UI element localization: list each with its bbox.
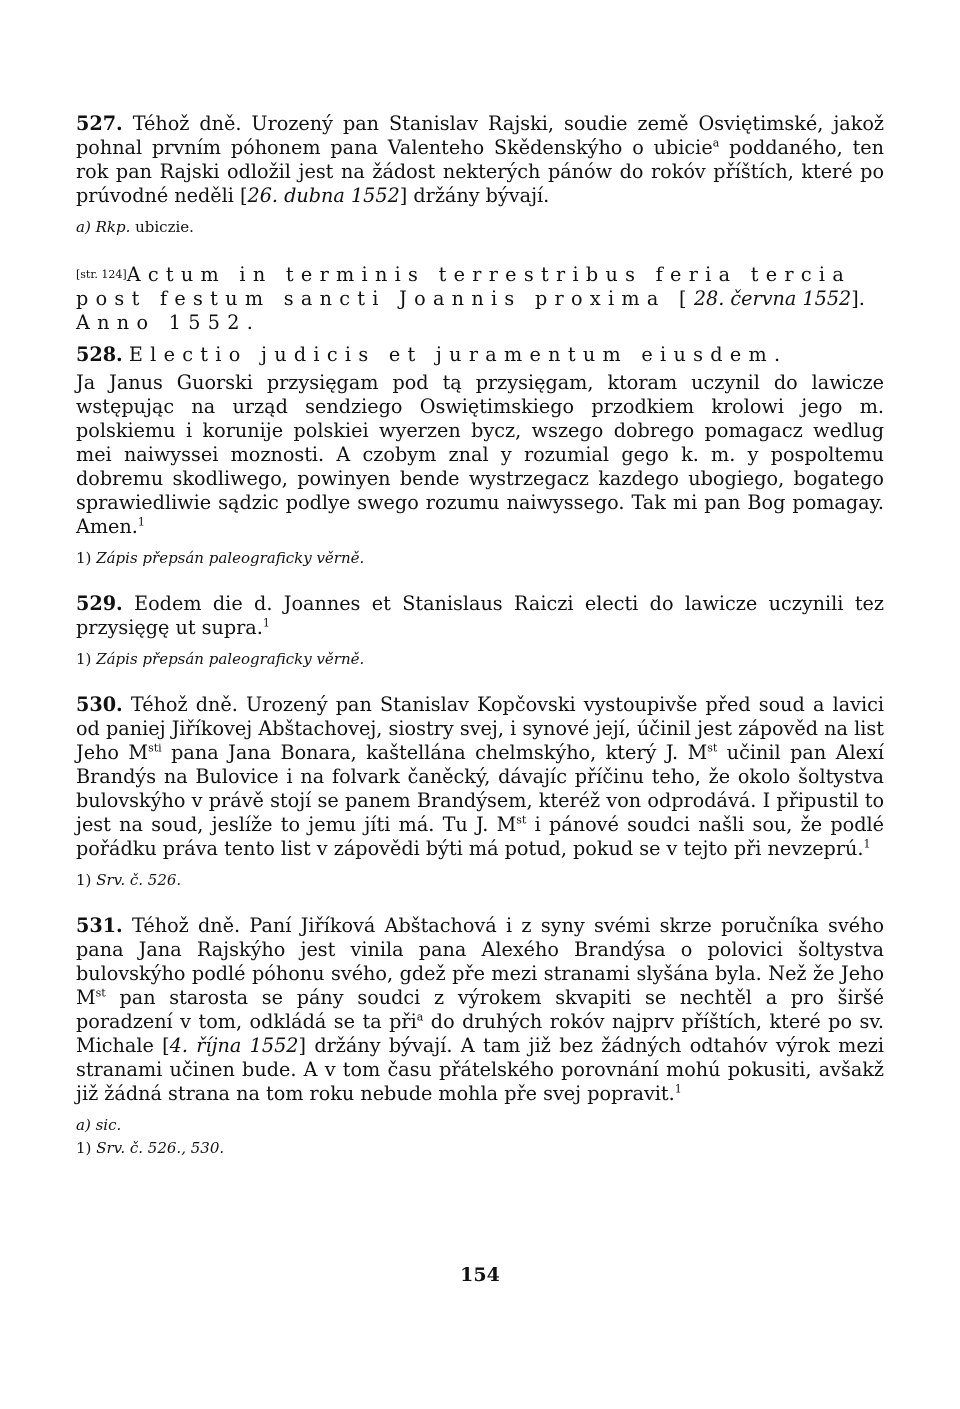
footnote-527: a) Rkp. ubiczie. — [76, 218, 194, 236]
footnote-531-1: 1) Srv. č. 526., 530. — [76, 1139, 225, 1157]
session-heading: [str. 124]Actum in terminis terrestribus feria tercia post festum sancti Joannis proxima [28. června 1552]. Anno 1552. — [76, 263, 865, 334]
entry-number: 528. — [76, 343, 123, 366]
footnote-528: 1) Zápis přepsán paleograficky věrně. — [76, 549, 365, 567]
entry-number: 531. — [76, 914, 123, 937]
entry-531: 531. Téhož dně. Paní Jiříková Abštachová i z syny svémi skrze poručníka svého pana Jana Rajskýho jest vinila pana Alexého Brandýsa o polovici šoltystva bulovskýho podlé póhonu svého, gdež pře mezi stranami slyšána byla. Než že Jeho Mst pan starosta se pány soudci z výrokem skvapiti se nechtěl a pro širšé poradzení v tom, odkládá se ta při$^a$ do druhých rokóv najprv příštích, které po sv. Michale [4. října 1552] držány bývají. A tam již bez žádných odtahóv výrok mezi stranami učinen bude. A v tom času přátelského porovnání mohú pokusiti, avšakž již žádná strana na tom roku nebude mohla pře svej popravit.$^1$ — [76, 914, 884, 1105]
entry-529: 529. Eodem die d. Joannes et Stanislaus Raiczi electi do lawicze uczynili tez przysięgę ut supra.$^1$ — [76, 592, 884, 639]
footnote-529: 1) Zápis přepsán paleograficky věrně. — [76, 650, 365, 668]
document-body — [76, 112, 884, 1158]
entry-number: 529. — [76, 592, 123, 615]
footnote-531-a: a) sic. — [76, 1116, 122, 1134]
entry-528: Ja Janus Guorski przysięgam pod tą przysięgam, ktoram uczynil do lawicze wstępując na urząd sendziego Oswiętimskiego przodkiem krolowi jego m. polskiemu i korunije polskiei wyerzen bycz, wszego dobrego pomagacz wedlug mei naiwyssei moznosti. A czobym znal y rozumial gego k. m. y pospoltemu dobremu skodliwego, powinyen bende wystrzegacz kazdego ubogiego, bogatego sprawiedliwie sądzic podlye swego rozumu naiwyssego. Tak mi pan Bog pomagay. Amen.$^1$ — [76, 371, 884, 538]
entry-number: 530. — [76, 693, 123, 716]
entry-527: 527. Téhož dně. Urozený pan Stanislav Rajski, soudie země Osviętimské, jakož pohnal prvním póhonem pana Valenteho Skědenskýho o ubicie$^a$ poddaného, ten rok pan Rajski odložil jest na žádost nekterých pánów do rokóv příštích, které po prúvodné neděli [26. dubna 1552] držány bývají. — [76, 112, 884, 207]
footnote-530: 1) Srv. č. 526. — [76, 871, 182, 889]
page-number: 154 — [460, 1264, 500, 1286]
margin-page-ref: [str. 124] — [76, 268, 127, 281]
entry-530: 530. Téhož dně. Urozený pan Stanislav Kopčovski vystoupivše před soud a lavici od paniej Jiříkovej Abštachovej, siostry svej, i synové její, účinil jest zápověd na list Jeho $M^{sti}$ pana Jana Bonara, kaštellána chelmskýho, který J. Mst učinil pan Alexí Brandýs na Bulovice i na folvark čaněcký, dávajíc příčinu teho, že okolo šoltystva bulovskýho v právě stojí se panem Brandýsem, kteréž von odprodává. I připustil to jest na soud, jeslíže to jemu jíti má. Tu J. Mst i pánové soudci našli sou, že podlé pořádku práva tento list v zápovědi býti má potud, pokud se v tejto při nevzeprú.$^1$ — [76, 693, 884, 860]
entry-528-heading: 528. Electio judicis et juramentum eiusdem. — [76, 343, 788, 366]
entry-number: 527. — [76, 112, 123, 135]
